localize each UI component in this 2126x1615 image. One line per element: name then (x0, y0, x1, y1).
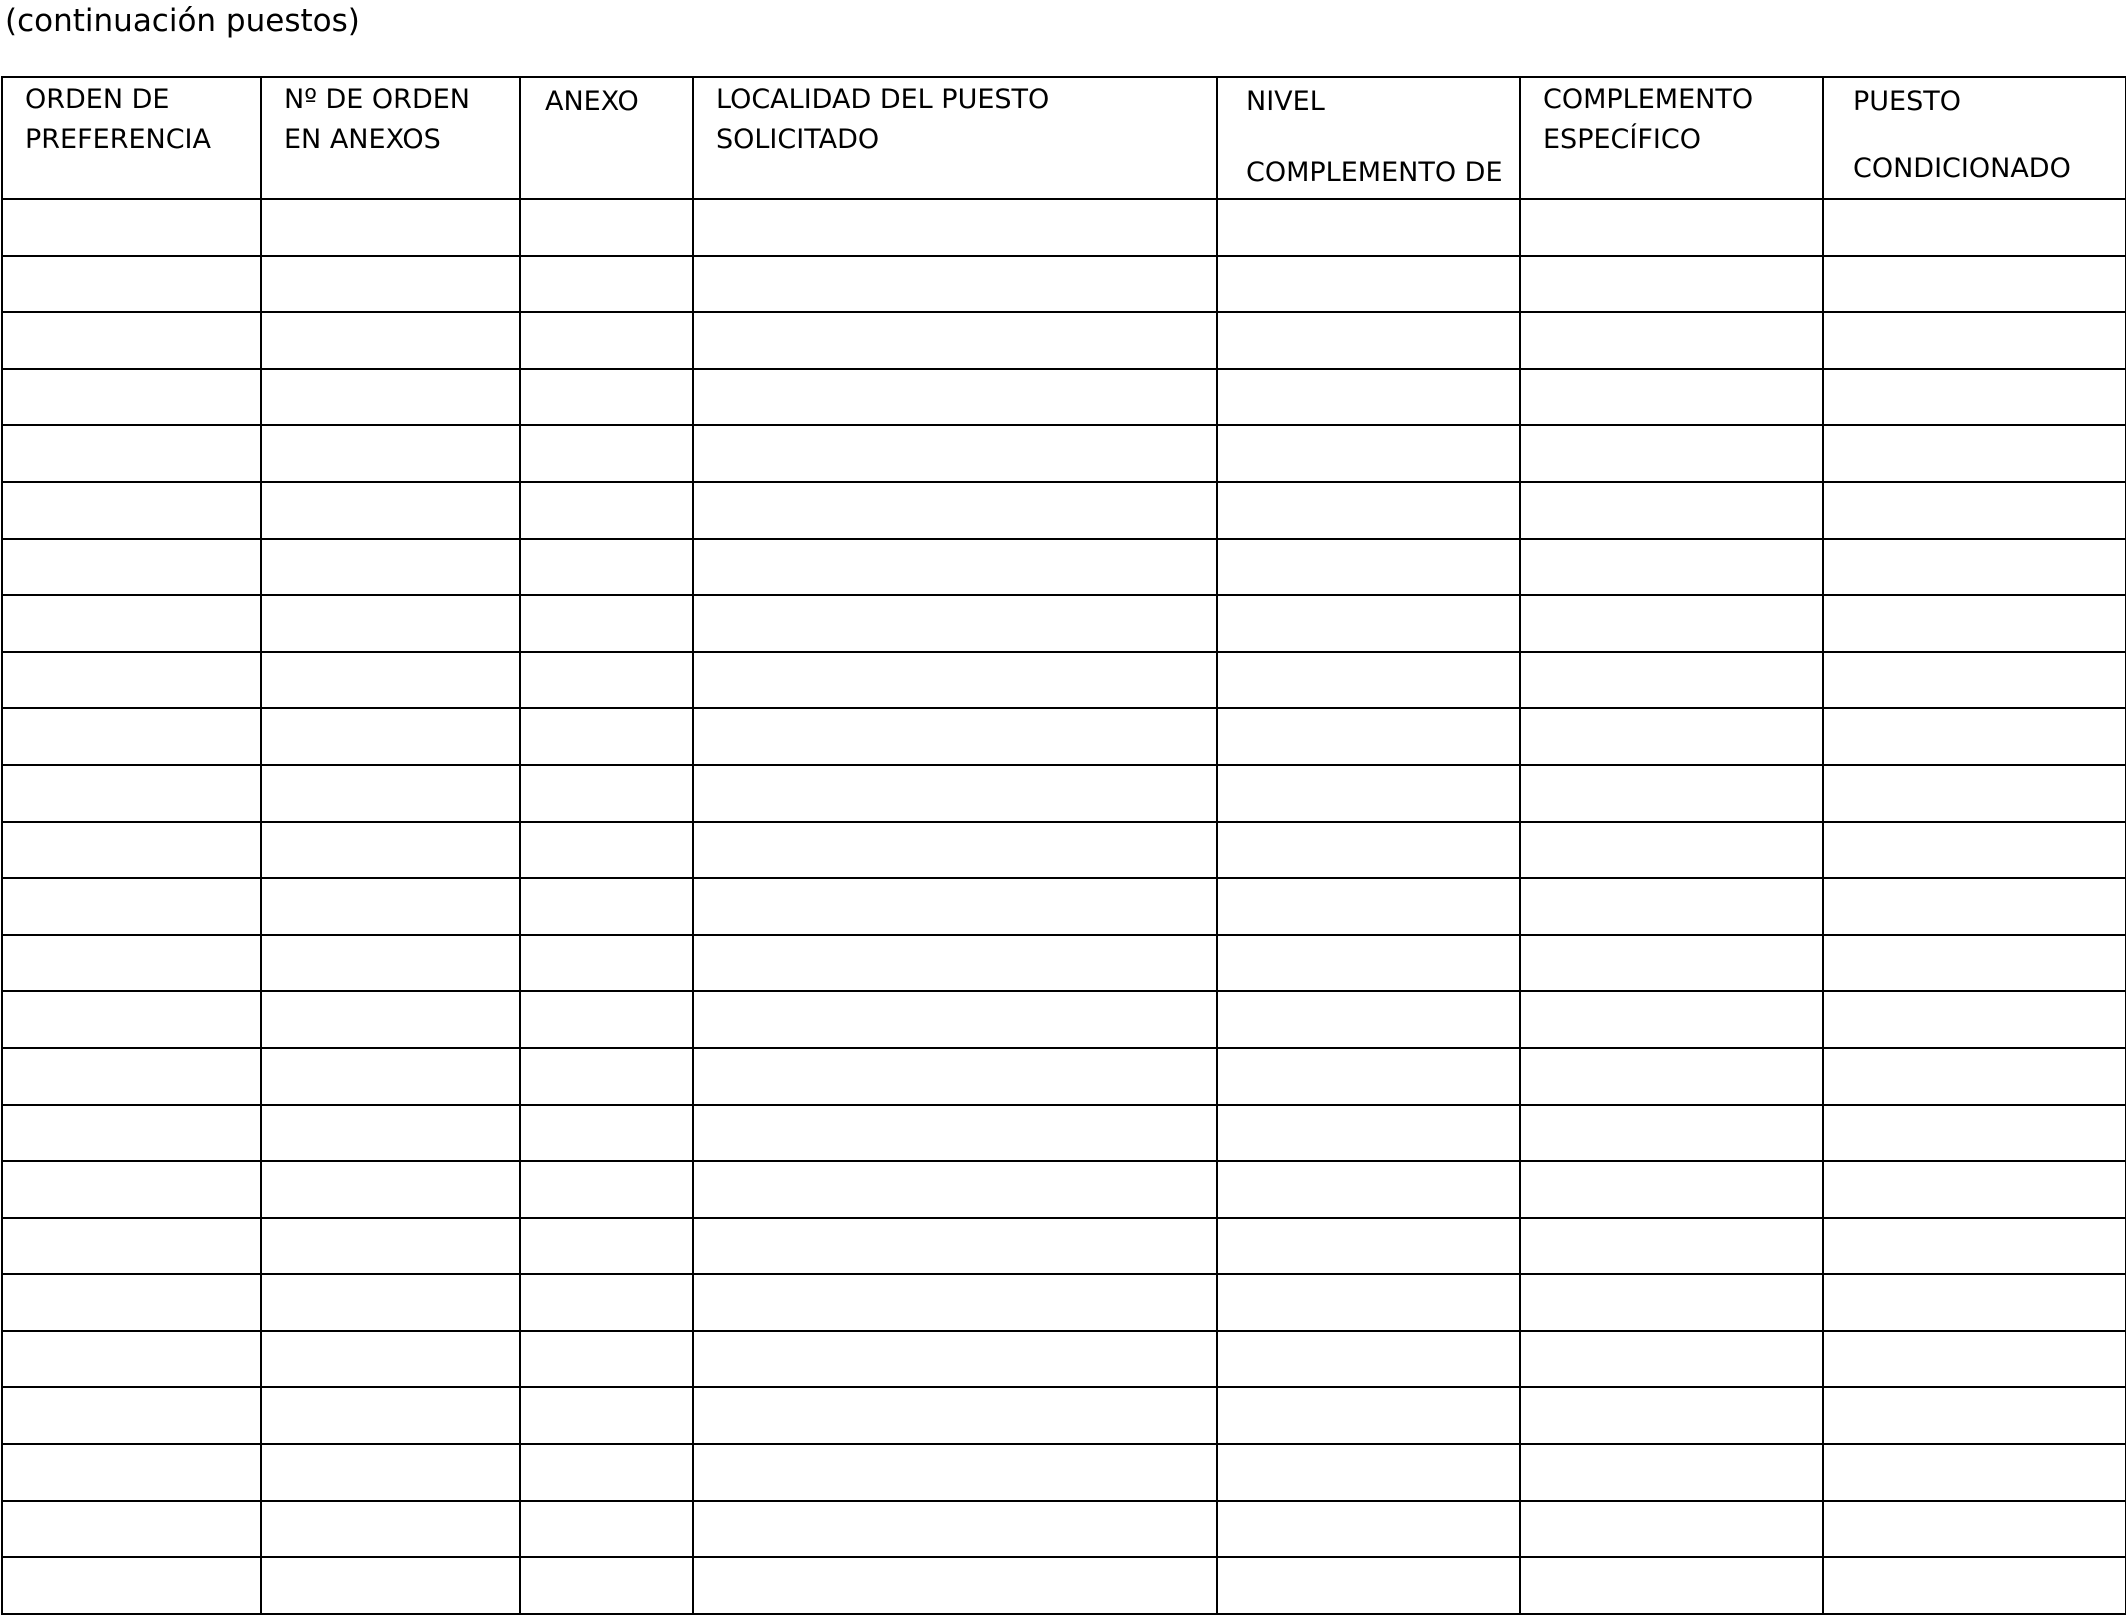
table-cell[interactable] (693, 708, 1217, 765)
table-cell[interactable] (2, 256, 261, 313)
table-cell[interactable] (2, 482, 261, 539)
table-cell[interactable] (1520, 312, 1823, 369)
table-cell[interactable] (1520, 369, 1823, 426)
table-cell[interactable] (1823, 1048, 2126, 1105)
table-cell[interactable] (261, 312, 520, 369)
table-cell[interactable] (2, 822, 261, 879)
table-cell[interactable] (520, 822, 693, 879)
table-cell[interactable] (261, 482, 520, 539)
table-cell[interactable] (520, 369, 693, 426)
header-numero-orden-anexos (261, 77, 520, 199)
table-cell[interactable] (261, 991, 520, 1048)
header-line: EN ANEXOS (284, 124, 441, 155)
table-cell[interactable] (261, 595, 520, 652)
table-cell[interactable] (1217, 1218, 1520, 1275)
table-cell[interactable] (520, 1387, 693, 1444)
table-cell[interactable] (261, 1444, 520, 1501)
table-cell[interactable] (520, 991, 693, 1048)
table-cell[interactable] (1217, 1501, 1520, 1558)
table-cell[interactable] (693, 199, 1217, 256)
table-cell[interactable] (2, 1048, 261, 1105)
table-cell[interactable] (520, 652, 693, 709)
table-cell[interactable] (1217, 1557, 1520, 1614)
table-row (2, 1048, 2126, 1105)
table-cell[interactable] (1217, 935, 1520, 992)
table-cell[interactable] (520, 1105, 693, 1162)
table-cell[interactable] (2, 425, 261, 482)
table-cell[interactable] (520, 935, 693, 992)
table-cell[interactable] (261, 1274, 520, 1331)
table-cell[interactable] (1217, 1387, 1520, 1444)
table-cell[interactable] (520, 539, 693, 596)
table-row (2, 878, 2126, 935)
table-cell[interactable] (261, 1048, 520, 1105)
table-cell[interactable] (1520, 425, 1823, 482)
table-cell[interactable] (1217, 1161, 1520, 1218)
table-cell[interactable] (1520, 765, 1823, 822)
table-cell[interactable] (1823, 312, 2126, 369)
table-cell[interactable] (2, 1105, 261, 1162)
table-cell[interactable] (2, 765, 261, 822)
header-line: ORDEN DE (25, 84, 170, 115)
header-line: LOCALIDAD DEL PUESTO (716, 84, 1050, 115)
table-cell[interactable] (2, 991, 261, 1048)
table-cell[interactable] (2, 539, 261, 596)
table-cell[interactable] (1823, 256, 2126, 313)
table-cell[interactable] (520, 878, 693, 935)
table-cell[interactable] (520, 1274, 693, 1331)
table-row (2, 595, 2126, 652)
table-cell[interactable] (520, 199, 693, 256)
table-row (2, 708, 2126, 765)
table-cell[interactable] (1823, 1331, 2126, 1388)
header-line: COMPLEMENTO DE (1246, 157, 1503, 188)
table-cell[interactable] (1520, 199, 1823, 256)
table-cell[interactable] (520, 1331, 693, 1388)
table-cell[interactable] (1217, 1444, 1520, 1501)
header-anexo (520, 77, 693, 199)
table-cell[interactable] (693, 1557, 1217, 1614)
table-cell[interactable] (261, 652, 520, 709)
table-cell[interactable] (520, 1444, 693, 1501)
table-cell[interactable] (693, 425, 1217, 482)
table-cell[interactable] (1823, 482, 2126, 539)
table-cell[interactable] (520, 256, 693, 313)
table-cell[interactable] (1520, 708, 1823, 765)
table-cell[interactable] (1217, 369, 1520, 426)
table-cell[interactable] (1520, 1557, 1823, 1614)
table-cell[interactable] (1823, 1218, 2126, 1275)
table-cell[interactable] (693, 482, 1217, 539)
table-cell[interactable] (1520, 1444, 1823, 1501)
table-cell[interactable] (1217, 1274, 1520, 1331)
table-cell[interactable] (520, 1501, 693, 1558)
table-cell[interactable] (1217, 256, 1520, 313)
table-row (2, 1444, 2126, 1501)
table-row (2, 1501, 2126, 1558)
table-cell[interactable] (520, 708, 693, 765)
table-cell[interactable] (520, 482, 693, 539)
table-cell[interactable] (693, 595, 1217, 652)
table-cell[interactable] (2, 1444, 261, 1501)
table-cell[interactable] (520, 1557, 693, 1614)
table-row (2, 312, 2126, 369)
header-row (2, 77, 2126, 199)
table-cell[interactable] (2, 878, 261, 935)
page-caption: (continuación puestos) (5, 3, 360, 39)
table-cell[interactable] (1217, 595, 1520, 652)
table-cell[interactable] (1217, 878, 1520, 935)
table-cell[interactable] (1520, 482, 1823, 539)
table-cell[interactable] (261, 425, 520, 482)
table-cell[interactable] (1520, 1048, 1823, 1105)
table-cell[interactable] (1217, 708, 1520, 765)
table-row (2, 1387, 2126, 1444)
table-cell[interactable] (693, 1048, 1217, 1105)
table-cell[interactable] (1217, 199, 1520, 256)
table-cell[interactable] (2, 652, 261, 709)
table-cell[interactable] (693, 1331, 1217, 1388)
table-cell[interactable] (261, 1557, 520, 1614)
table-cell[interactable] (1520, 1331, 1823, 1388)
table-row (2, 539, 2126, 596)
table-cell[interactable] (261, 199, 520, 256)
table-cell[interactable] (1520, 652, 1823, 709)
header-orden-preferencia (2, 77, 261, 199)
table-cell[interactable] (1823, 1557, 2126, 1614)
table-row (2, 1274, 2126, 1331)
table-row (2, 991, 2126, 1048)
table-cell[interactable] (261, 256, 520, 313)
table-cell[interactable] (2, 1331, 261, 1388)
table-row (2, 652, 2126, 709)
table-cell[interactable] (1217, 482, 1520, 539)
header-line: CONDICIONADO (1853, 153, 2071, 184)
table-cell[interactable] (693, 256, 1217, 313)
table-cell[interactable] (1520, 935, 1823, 992)
table-cell[interactable] (520, 765, 693, 822)
table-cell[interactable] (1823, 1274, 2126, 1331)
header-line: NIVEL (1246, 86, 1325, 117)
table-body (2, 199, 2126, 1614)
table-row (2, 822, 2126, 879)
table-row (2, 256, 2126, 313)
table-cell[interactable] (261, 1218, 520, 1275)
table-cell[interactable] (261, 708, 520, 765)
table-cell[interactable] (261, 878, 520, 935)
table-cell[interactable] (261, 1331, 520, 1388)
table-cell[interactable] (261, 935, 520, 992)
table-cell[interactable] (2, 708, 261, 765)
table-row (2, 935, 2126, 992)
table-cell[interactable] (2, 1218, 261, 1275)
table-row (2, 369, 2126, 426)
table-cell[interactable] (1823, 935, 2126, 992)
table-cell[interactable] (261, 539, 520, 596)
table-cell[interactable] (1520, 1105, 1823, 1162)
header-line: PREFERENCIA (25, 124, 211, 155)
table-cell[interactable] (1520, 878, 1823, 935)
table-cell[interactable] (1217, 539, 1520, 596)
table-cell[interactable] (1217, 822, 1520, 879)
table-row (2, 199, 2126, 256)
table-cell[interactable] (693, 312, 1217, 369)
table-cell[interactable] (1520, 256, 1823, 313)
table-cell[interactable] (1520, 1274, 1823, 1331)
table-cell[interactable] (1520, 822, 1823, 879)
table-cell[interactable] (1520, 1218, 1823, 1275)
table-row (2, 1105, 2126, 1162)
table-cell[interactable] (1217, 1105, 1520, 1162)
header-localidad-puesto (693, 77, 1217, 199)
table-cell[interactable] (693, 1444, 1217, 1501)
table-cell[interactable] (693, 1161, 1217, 1218)
header-line: ESPECÍFICO (1543, 124, 1701, 155)
table-cell[interactable] (1520, 1161, 1823, 1218)
table-cell[interactable] (520, 1218, 693, 1275)
table-cell[interactable] (261, 1501, 520, 1558)
table-cell[interactable] (1520, 1387, 1823, 1444)
table-cell[interactable] (693, 369, 1217, 426)
table-cell[interactable] (1823, 1501, 2126, 1558)
table-cell[interactable] (261, 765, 520, 822)
header-line: Nº DE ORDEN (284, 84, 470, 115)
table-cell[interactable] (1823, 369, 2126, 426)
table-cell[interactable] (2, 1387, 261, 1444)
table-cell[interactable] (1520, 595, 1823, 652)
table-row (2, 482, 2126, 539)
table-cell[interactable] (1823, 1161, 2126, 1218)
table-cell[interactable] (693, 652, 1217, 709)
header-line: SOLICITADO (716, 124, 880, 155)
table-cell[interactable] (2, 1274, 261, 1331)
table-cell[interactable] (2, 1557, 261, 1614)
header-line: COMPLEMENTO (1543, 84, 1754, 115)
table-cell[interactable] (1520, 539, 1823, 596)
table-cell[interactable] (1823, 1387, 2126, 1444)
table-row (2, 425, 2126, 482)
table-cell[interactable] (1823, 822, 2126, 879)
table-cell[interactable] (2, 595, 261, 652)
header-line: ANEXO (545, 86, 639, 117)
table-cell[interactable] (693, 1274, 1217, 1331)
header-puesto-condicionado (1823, 77, 2126, 199)
table-cell[interactable] (1217, 652, 1520, 709)
table-row (2, 1161, 2126, 1218)
table-cell[interactable] (261, 822, 520, 879)
table-cell[interactable] (520, 312, 693, 369)
table-cell[interactable] (1217, 1048, 1520, 1105)
table-cell[interactable] (693, 991, 1217, 1048)
header-nivel-complemento-destino (1217, 77, 1520, 199)
table-cell[interactable] (2, 1501, 261, 1558)
table-cell[interactable] (1823, 199, 2126, 256)
table-cell[interactable] (520, 1048, 693, 1105)
table-row (2, 1331, 2126, 1388)
table-cell[interactable] (1823, 539, 2126, 596)
header-complemento-especifico (1520, 77, 1823, 199)
table-cell[interactable] (2, 1161, 261, 1218)
table-cell[interactable] (261, 369, 520, 426)
table-cell[interactable] (1823, 765, 2126, 822)
table-cell[interactable] (1823, 878, 2126, 935)
table-cell[interactable] (693, 1218, 1217, 1275)
table-row (2, 765, 2126, 822)
table-cell[interactable] (1823, 708, 2126, 765)
table-cell[interactable] (1823, 1105, 2126, 1162)
table-cell[interactable] (520, 425, 693, 482)
table-cell[interactable] (1823, 652, 2126, 709)
table-cell[interactable] (2, 199, 261, 256)
table-cell[interactable] (1823, 991, 2126, 1048)
table-cell[interactable] (1217, 765, 1520, 822)
table-cell[interactable] (693, 1105, 1217, 1162)
table-cell[interactable] (1823, 1444, 2126, 1501)
table-cell[interactable] (261, 1105, 520, 1162)
table-cell[interactable] (2, 312, 261, 369)
table-cell[interactable] (693, 878, 1217, 935)
table-cell[interactable] (1823, 425, 2126, 482)
table-cell[interactable] (2, 369, 261, 426)
table-cell[interactable] (520, 1161, 693, 1218)
table-cell[interactable] (1217, 425, 1520, 482)
table-cell[interactable] (693, 935, 1217, 992)
table-cell[interactable] (261, 1161, 520, 1218)
table-cell[interactable] (693, 765, 1217, 822)
table-cell[interactable] (693, 1387, 1217, 1444)
header-line: PUESTO (1853, 86, 1961, 117)
table-row (2, 1557, 2126, 1614)
table-cell[interactable] (1217, 312, 1520, 369)
table-cell[interactable] (1217, 991, 1520, 1048)
table-cell[interactable] (1520, 991, 1823, 1048)
table-cell[interactable] (1520, 1501, 1823, 1558)
table-cell[interactable] (261, 1387, 520, 1444)
table-cell[interactable] (2, 935, 261, 992)
table-cell[interactable] (1217, 1331, 1520, 1388)
table-cell[interactable] (1823, 595, 2126, 652)
table-row (2, 1218, 2126, 1275)
table-cell[interactable] (693, 539, 1217, 596)
table-cell[interactable] (693, 822, 1217, 879)
table-cell[interactable] (693, 1501, 1217, 1558)
posts-table (1, 76, 2126, 1615)
table-cell[interactable] (520, 595, 693, 652)
